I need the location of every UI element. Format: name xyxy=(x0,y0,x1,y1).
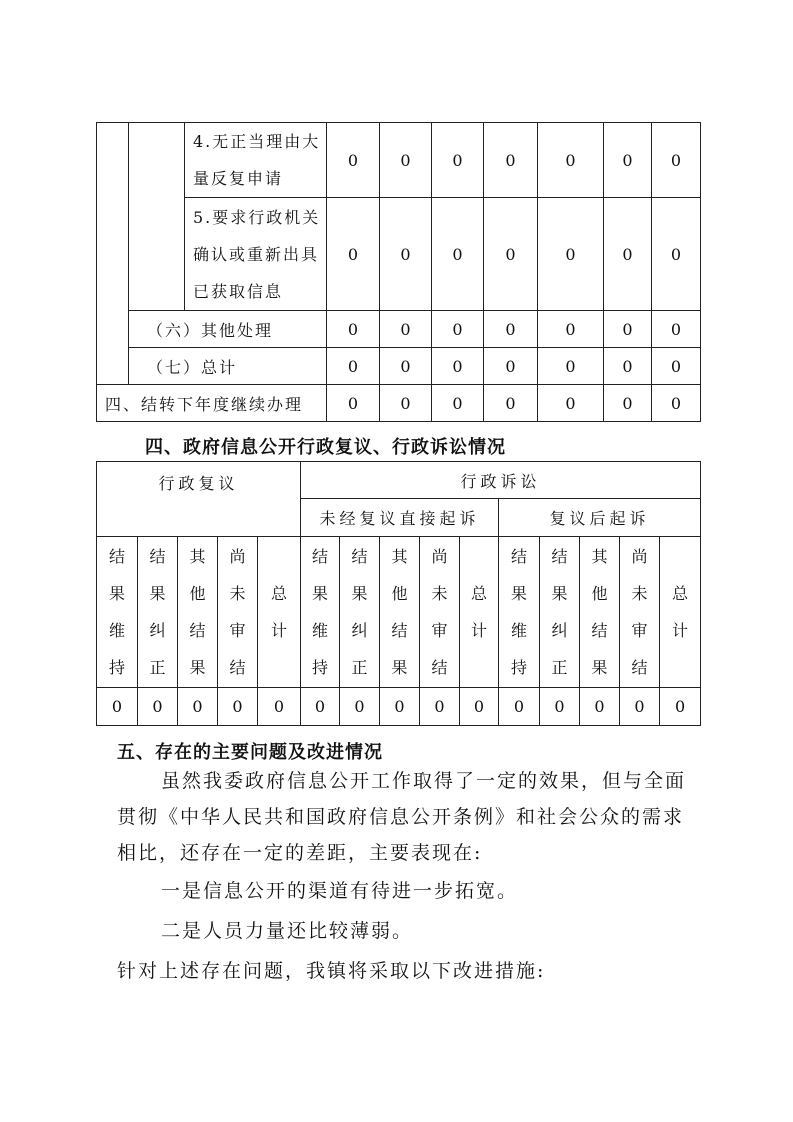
cell-value: 0 xyxy=(538,311,604,348)
cell-value: 0 xyxy=(420,688,460,726)
cell-value: 0 xyxy=(340,688,380,726)
header-admin-review: 行政复议 xyxy=(97,462,301,537)
cell-value: 0 xyxy=(138,688,178,726)
cell-value: 0 xyxy=(380,688,420,726)
cell-value: 0 xyxy=(301,688,340,726)
cell-value: 0 xyxy=(538,348,604,385)
col-header: 结果纠正 xyxy=(540,537,580,688)
cell-value: 0 xyxy=(218,688,258,726)
cell-value: 0 xyxy=(604,385,652,422)
cell-value: 0 xyxy=(460,688,499,726)
section-heading: 五、存在的主要问题及改进情况 xyxy=(117,742,383,763)
cell-value: 0 xyxy=(660,688,701,726)
cell-value: 0 xyxy=(380,311,432,348)
cell-value: 0 xyxy=(432,198,484,311)
col-header: 尚未审结 xyxy=(420,537,460,688)
cell-value: 0 xyxy=(604,348,652,385)
cell-value: 0 xyxy=(258,688,301,726)
table-row xyxy=(97,198,701,311)
cell-value: 0 xyxy=(432,311,484,348)
cell-value: 0 xyxy=(327,311,380,348)
cell-value: 0 xyxy=(652,198,701,311)
table-row xyxy=(97,537,701,688)
cell-value: 0 xyxy=(499,688,540,726)
cell-value: 0 xyxy=(538,198,604,311)
table-row xyxy=(97,123,701,198)
row-label: （六）其他处理 xyxy=(129,311,327,348)
col-header: 总计 xyxy=(460,537,499,688)
table-row xyxy=(97,385,701,422)
cell-value: 0 xyxy=(580,688,620,726)
review-litigation-table xyxy=(96,461,701,726)
cell-value: 0 xyxy=(604,198,652,311)
cell-value: 0 xyxy=(327,348,380,385)
disposal-table-continued xyxy=(96,122,701,422)
row-label: （七）总计 xyxy=(129,348,327,385)
row-label: 4.无正当理由大量反复申请 xyxy=(185,123,327,198)
cell-value: 0 xyxy=(178,688,218,726)
cell-value: 0 xyxy=(484,348,538,385)
col-header: 总计 xyxy=(660,537,701,688)
cell-value: 0 xyxy=(432,385,484,422)
cell-value: 0 xyxy=(620,688,660,726)
col-header: 尚未审结 xyxy=(620,537,660,688)
body-paragraph: 针对上述存在问题，我镇将采取以下改进措施: xyxy=(117,960,546,982)
col-header: 其他结果 xyxy=(178,537,218,688)
header-direct-suit: 未经复议直接起诉 xyxy=(301,499,499,537)
col-header: 总计 xyxy=(258,537,301,688)
table-row xyxy=(97,462,701,499)
cell-value: 0 xyxy=(540,688,580,726)
header-suit-after-review: 复议后起诉 xyxy=(499,499,701,537)
col-header: 结果维持 xyxy=(301,537,340,688)
cell-value: 0 xyxy=(484,123,538,198)
col-header: 结果维持 xyxy=(97,537,138,688)
cell-value: 0 xyxy=(380,198,432,311)
cell-value: 0 xyxy=(380,385,432,422)
cell-value: 0 xyxy=(380,123,432,198)
cell-value: 0 xyxy=(652,385,701,422)
cell-value: 0 xyxy=(484,198,538,311)
cell-value: 0 xyxy=(484,311,538,348)
cell-value: 0 xyxy=(604,123,652,198)
cell-value: 0 xyxy=(484,385,538,422)
col-header: 其他结果 xyxy=(380,537,420,688)
col-header: 结果纠正 xyxy=(340,537,380,688)
col-header: 结果维持 xyxy=(499,537,540,688)
cell-value: 0 xyxy=(327,123,380,198)
table-row xyxy=(97,311,701,348)
blank-cell xyxy=(97,123,129,385)
col-header: 尚未审结 xyxy=(218,537,258,688)
row-label: 5.要求行政机关确认或重新出具已获取信息 xyxy=(185,198,327,311)
section-heading: 四、政府信息公开行政复议、行政诉讼情况 xyxy=(145,437,506,458)
cell-value: 0 xyxy=(604,311,652,348)
cell-value: 0 xyxy=(538,123,604,198)
cell-value: 0 xyxy=(652,311,701,348)
cell-value: 0 xyxy=(432,123,484,198)
row-label: 四、结转下年度继续办理 xyxy=(97,385,327,422)
cell-value: 0 xyxy=(97,688,138,726)
blank-cell xyxy=(129,123,185,311)
header-admin-litigation: 行政诉讼 xyxy=(301,462,701,499)
col-header: 结果纠正 xyxy=(138,537,178,688)
body-paragraph: 一是信息公开的渠道有待进一步拓宽。 xyxy=(161,880,519,902)
cell-value: 0 xyxy=(432,348,484,385)
table-row xyxy=(97,688,701,726)
body-paragraph: 二是人员力量还比较薄弱。 xyxy=(161,920,414,942)
col-header: 其他结果 xyxy=(580,537,620,688)
cell-value: 0 xyxy=(652,348,701,385)
cell-value: 0 xyxy=(327,385,380,422)
table-row xyxy=(97,348,701,385)
cell-value: 0 xyxy=(327,198,380,311)
cell-value: 0 xyxy=(380,348,432,385)
body-paragraph: 虽然我委政府信息公开工作取得了一定的效果，但与全面贯彻《中华人民共和国政府信息公开条例》和社会公众的需求相比，还存在一定的差距，主要表现在: xyxy=(117,770,687,864)
cell-value: 0 xyxy=(538,385,604,422)
cell-value: 0 xyxy=(652,123,701,198)
